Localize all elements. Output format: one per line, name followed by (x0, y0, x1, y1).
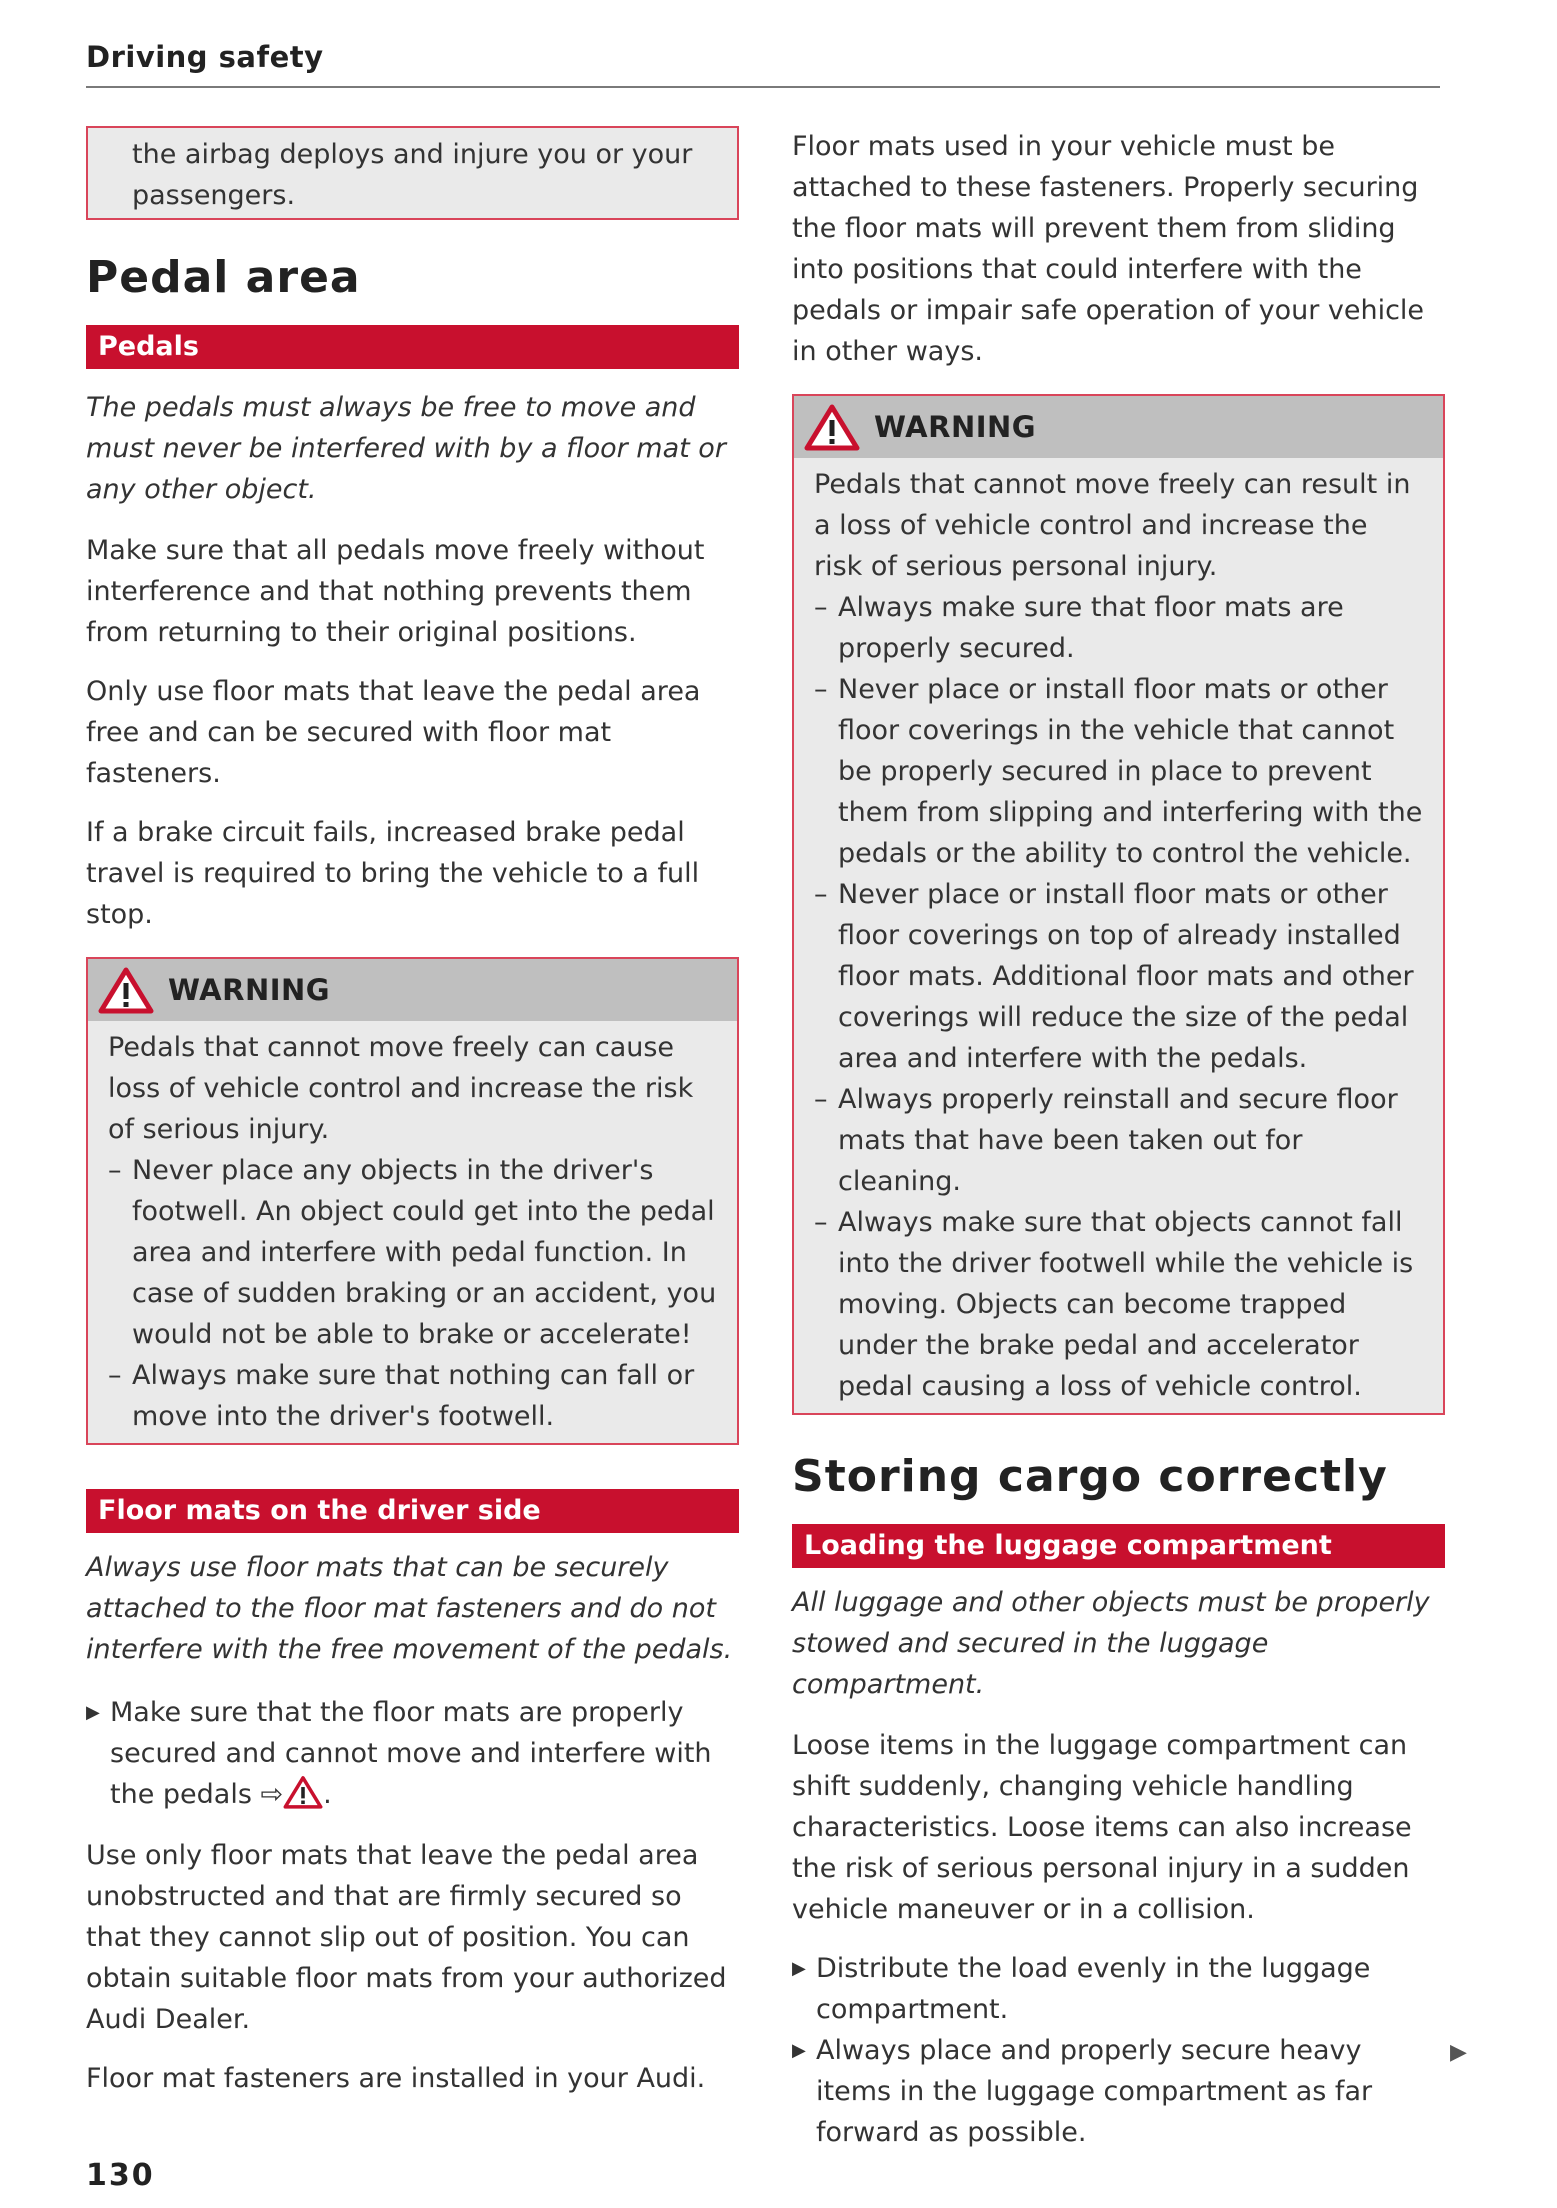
page-number: 130 (86, 2158, 155, 2193)
right-column (792, 126, 1445, 2153)
warning-list-item: – Never place or install floor mats or other floor coverings on top of already installed floor mats. Additional floor mats and other coverings will reduce the size of the pedal area and interfere with the pedals. (814, 879, 1414, 1074)
luggage-bullet: ▶ Distribute the load evenly in the luggage compartment. (792, 1948, 1445, 2030)
floor-mats-paragraph-1: Use only floor mats that leave the pedal area unobstructed and that are firmly secured so that they cannot slip out of position. You can obtain suitable floor mats from your authorized Audi Dealer. (86, 1840, 727, 2035)
floor-mats-intro: Always use floor mats that can be securely attached to the floor mat fasteners and do not interfere with the free movement of the pedals. (86, 1552, 733, 1665)
warning-list-item: – Never place any objects in the driver's footwell. An object could get into the pedal area and interfere with pedal function. In case of sudden braking or an accident, you would not be able to brake or accelerate! (108, 1155, 717, 1350)
warning-reference-icon[interactable] (283, 1775, 323, 1809)
header-title: Driving safety (86, 40, 324, 74)
warning-triangle-icon (98, 966, 154, 1014)
next-page-arrow-icon[interactable]: ▶ (1450, 2040, 1467, 2065)
warning-list-item: – Always make sure that nothing can fall or move into the driver's footwell. (108, 1360, 695, 1432)
warning-text: Pedals that cannot move freely can result in a loss of vehicle control and increase the risk of serious personal injury. (814, 469, 1411, 582)
continued-warning-box (86, 126, 739, 220)
floor-mats-paragraph-2: Floor mat fasteners are installed in your Audi. (86, 2063, 706, 2094)
left-column (86, 126, 739, 2099)
reference-arrow: ⇨ (260, 1779, 284, 1810)
warning-header (794, 396, 1443, 458)
subsection-bar-pedals: Pedals (86, 325, 739, 369)
warning-body (88, 1021, 737, 1443)
pedals-warning-box (86, 957, 739, 1445)
warning-triangle-icon (804, 403, 860, 451)
warning-title: WARNING (168, 973, 331, 1007)
warning-list-item: – Always make sure that floor mats are properly secured. (814, 592, 1344, 664)
pedals-paragraph-3: If a brake circuit fails, increased brake pedal travel is required to bring the vehicle to a full stop. (86, 817, 700, 930)
section-title-storing-cargo: Storing cargo correctly (792, 1451, 1388, 1502)
triangle-bullet-icon: ▶ (792, 2040, 806, 2061)
warning-list-item: – Always make sure that objects cannot fall into the driver footwell while the vehicle is moving. Objects can become trapped under the brake pedal and accelerator pedal causing a loss of vehicle control. (814, 1207, 1414, 1402)
pedals-intro: The pedals must always be free to move and must never be interfered with by a floor mat or any other object. (86, 392, 726, 505)
warning-list-item: – Never place or install floor mats or other floor coverings in the vehicle that cannot be properly secured in place to prevent them from slipping and interfering with the pedals or the ability to control the vehicle. (814, 674, 1423, 869)
floor-mats-fasteners-paragraph: Floor mats used in your vehicle must be attached to these fasteners. Properly securing the floor mats will prevent them from sliding into positions that could interfere with the pedals or impair safe operation of your vehicle in other ways. (792, 131, 1425, 367)
floor-mats-warning-box (792, 394, 1445, 1415)
triangle-bullet-icon: ▶ (792, 1958, 806, 1979)
triangle-bullet-icon: ▶ (86, 1702, 100, 1723)
subsection-bar-luggage: Loading the luggage compartment (792, 1524, 1445, 1568)
pedals-paragraph-2: Only use floor mats that leave the pedal area free and can be secured with floor mat fasteners. (86, 676, 701, 789)
warning-text: Pedals that cannot move freely can cause loss of vehicle control and increase the risk of serious injury. (108, 1032, 694, 1145)
section-title-pedal-area: Pedal area (86, 252, 361, 303)
floor-mats-bullet: ▶ Make sure that the floor mats are properly secured and cannot move and interfere with the pedals ⇨ . (86, 1692, 739, 1815)
page-header (86, 40, 1440, 88)
luggage-intro: All luggage and other objects must be properly stowed and secured in the luggage compartment. (792, 1587, 1430, 1700)
warning-list-item: – Always properly reinstall and secure floor mats that have been taken out for cleaning. (814, 1084, 1398, 1197)
luggage-bullet: ▶ Always place and properly secure heavy items in the luggage compartment as far forward as possible. (792, 2030, 1445, 2153)
warning-body (794, 458, 1443, 1413)
warning-header (88, 959, 737, 1021)
subsection-bar-floor-mats: Floor mats on the driver side (86, 1489, 739, 1533)
warning-title: WARNING (874, 410, 1037, 444)
pedals-paragraph-1: Make sure that all pedals move freely without interference and that nothing prevents them from returning to their original positions. (86, 535, 705, 648)
luggage-paragraph: Loose items in the luggage compartment can shift suddenly, changing vehicle handling characteristics. Loose items can also increase the risk of serious personal injury in a sudden vehicle maneuver or in a collision. (792, 1730, 1412, 1925)
continued-warning-text: the airbag deploys and injure you or your passengers. (132, 139, 693, 211)
